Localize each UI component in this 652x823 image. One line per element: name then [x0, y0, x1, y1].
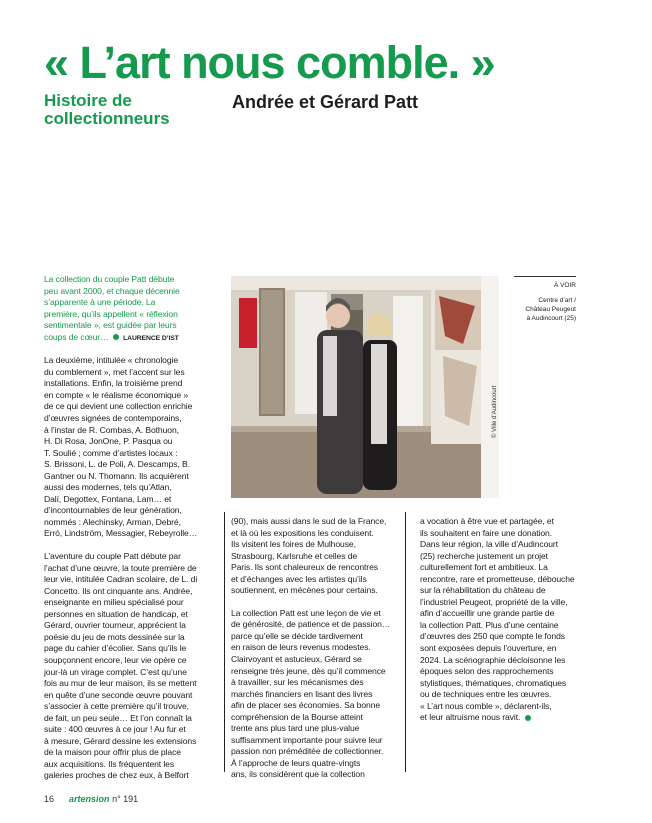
body-paragraph: [231, 516, 399, 597]
text-line: jour-là un virage complet. C’est qu’une: [44, 666, 187, 677]
collectors-photo: [231, 276, 499, 498]
text-line: leur vie, intitulée Cadran scolaire, de L. di: [44, 574, 198, 585]
text-line: Erró, Lindström, Messagier, Rebeyrolle…: [44, 528, 198, 539]
sidebar-venue-line: Centre d’art /: [538, 297, 576, 304]
text-line: [420, 712, 610, 724]
text-line: s’apparente à une période. La: [44, 297, 156, 308]
text-line: a vocation à être vue et partagée, et: [420, 516, 554, 526]
text-line: La deuxième, intitulée « chronologie: [44, 355, 178, 366]
text-line: première, qu’ils appellent « réflexion: [44, 308, 178, 319]
text-line: aux acquisitions. Ils fréquentent les: [44, 758, 175, 769]
text-line: La collection du couple Patt débute: [44, 274, 175, 284]
text-line: suite : 400 œuvres à ce jour ! Au fur et: [44, 724, 186, 735]
body-paragraph: [420, 516, 610, 724]
text-line: (25) recherche justement un projet: [420, 550, 548, 561]
lead-last-line: coups de cœur…: [44, 331, 109, 342]
text-line: [44, 332, 222, 345]
text-line: marchés financiers en lisant des livres: [231, 688, 373, 699]
magazine-name: artension: [69, 794, 110, 804]
final-line: et leur altruisme nous ravit.: [420, 712, 521, 723]
text-line: Ils visitent les foires de Mulhouse,: [231, 539, 356, 550]
text-line: époques selon des rapprochements: [420, 666, 554, 677]
text-line: passion non préméditée de collectionner.: [231, 746, 384, 757]
text-line: à mesure, Gérard dessine les extensions: [44, 735, 197, 746]
text-line: trente ans plus tard une plus-value: [231, 723, 360, 734]
text-line: soupçonnent encore, leur vie opère ce: [44, 654, 187, 665]
article-subtitle: Andrée et Gérard Patt: [232, 92, 419, 112]
sidebar-venue-line: Château Peugeot: [525, 306, 576, 313]
text-line: La collection Patt est une leçon de vie et: [231, 607, 381, 618]
text-line: H. Di Rosa, JonOne, P. Pasqua ou: [44, 436, 173, 447]
text-line: Clairvoyant et astucieux, Gérard se: [231, 654, 362, 665]
text-line: nommés : Alechinsky, Arman, Debré,: [44, 516, 181, 527]
text-line: aussi des modernes, tels qu’Atlan,: [44, 482, 172, 493]
text-line: Concetto. Ils ont cinquante ans. Andrée,: [44, 585, 193, 596]
lead-paragraph: [44, 274, 222, 344]
text-column-1: [44, 274, 222, 793]
sidebar-venue-line: à Audincourt (25): [526, 315, 576, 322]
text-line: à l’instar de R. Combas, A. Bothuon,: [44, 424, 179, 435]
page-number: 16: [44, 794, 55, 804]
text-line: Gantner ou N. Thomann. Ils acquièrent: [44, 470, 189, 481]
text-line: afin d’accueillir une grande partie de: [420, 608, 555, 619]
text-line: de la maison pour offrir plus de place: [44, 747, 181, 758]
sidebar-label: À VOIR: [553, 282, 576, 289]
text-line: sur la réhabilitation du château de: [420, 585, 546, 596]
text-line: ans, ils considèrent que la collection: [231, 769, 365, 780]
article-title: « L’art nous comble. »: [44, 37, 495, 88]
kicker-line: collectionneurs: [44, 109, 170, 128]
kicker-line: Histoire de: [44, 91, 132, 110]
text-line: l’industriel Peugeot, propriété de la ville,: [420, 596, 568, 607]
text-line: de générosité, de patience et de passion…: [231, 619, 391, 630]
text-line: afin de placer ses économies. Sa bonne: [231, 700, 381, 711]
author-name: LAURENCE D’IST: [123, 334, 179, 342]
body-paragraph: [44, 355, 222, 540]
page-footer: [44, 794, 138, 804]
text-line: compréhension de la Bourse atteint: [231, 711, 363, 722]
section-kicker: [44, 92, 224, 128]
text-line: sont exposées depuis l’ouverture, en: [420, 643, 557, 654]
text-line: en quête d’une seconde œuvre pouvant: [44, 689, 193, 700]
text-line: personnes en situation de handicap, et: [44, 608, 188, 619]
text-line: en raison de leurs revenus modestes.: [231, 642, 371, 653]
text-line: stylistiques, thématiques, chromatiques: [420, 677, 567, 688]
text-line: page du cahier d’écolier. Sans qu’ils le: [44, 643, 187, 654]
body-paragraph: [44, 551, 222, 782]
body-paragraph: [231, 608, 399, 781]
text-line: de ce qui devient une collection enrichie: [44, 401, 193, 412]
text-line: Gérard, ouvrier tourneur, apprécient la: [44, 620, 186, 631]
text-line: à travailler, sur les mécanismes des: [231, 677, 364, 688]
text-line: (90), mais aussi dans le sud de la France,: [231, 516, 387, 526]
text-line: d’œuvres des 250 que compte le fonds: [420, 631, 565, 642]
text-line: la collection Patt. Plus d’une centaine: [420, 619, 559, 630]
text-line: d’œuvres signées de contemporains,: [44, 413, 182, 424]
text-line: de fait, un peu seule… Et l’on connaît la: [44, 712, 192, 723]
text-line: Dalí, Degottex, Fontana, Lam… et: [44, 493, 172, 504]
column-divider: [405, 512, 406, 772]
text-line: galeries proches de chez eux, à Belfort: [44, 770, 189, 781]
text-line: du comblement », met l’accent sur les: [44, 366, 185, 377]
text-line: « L’art nous comble », déclarent-ils,: [420, 700, 552, 711]
text-line: et là où les expositions les conduisent.: [231, 527, 374, 538]
text-line: parce qu’elle se décide tardivement: [231, 630, 363, 641]
text-line: T. Soulié ; comme d’artistes locaux :: [44, 447, 178, 458]
text-line: installations. Enfin, la troisième prend: [44, 378, 183, 389]
text-line: suffisamment importante pour suivre leur: [231, 734, 383, 745]
text-line: poésie du jeu de mots dessinée sur la: [44, 631, 185, 642]
text-line: renseigne très jeune, dès qu’il commence: [231, 665, 386, 676]
text-line: 2024. La scénographie décloisonne les: [420, 654, 566, 665]
text-line: d’incontournables de leur génération,: [44, 505, 182, 516]
sidebar-box: [514, 276, 576, 323]
text-line: et d’échanges avec les artistes qu’ils: [231, 573, 367, 584]
text-line: Strasbourg, Karlsruhe et celles de: [231, 550, 358, 561]
issue-number: n° 191: [112, 794, 139, 804]
text-line: enseignante en milieu spécialisé pour: [44, 597, 184, 608]
text-line: sentimentale », est guidée par leurs: [44, 320, 177, 331]
text-line: L’aventure du couple Patt débute par: [44, 551, 181, 562]
text-line: Dans leur région, la ville d’Audincourt: [420, 539, 558, 550]
end-mark-icon: [525, 715, 531, 721]
column-divider: [224, 512, 225, 772]
photo-credit: © Ville d’Audincourt: [492, 385, 498, 438]
text-line: fois au mur de leur maison, ils se mettent: [44, 678, 197, 689]
text-line: rencontre, rare et prometteuse, débouche: [420, 573, 575, 584]
text-line: s’associer à cette première qu’il trouve,: [44, 701, 189, 712]
text-column-2: [231, 516, 399, 792]
text-line: peu avant 2000, et chaque décennie: [44, 285, 180, 296]
text-line: soutiennent, en mécènes pour certains.: [231, 585, 378, 596]
text-line: ou de techniques entre les œuvres.: [420, 689, 552, 700]
bullet-dot-icon: [113, 334, 119, 340]
text-line: S. Brissoni, L. de Poli, A. Descamps, B.: [44, 459, 190, 470]
text-column-3: [420, 516, 610, 735]
text-line: l’achat d’une œuvre, la toute première de: [44, 562, 197, 573]
text-line: en compte « le réalisme économique »: [44, 389, 189, 400]
text-line: culturellement fort et ambitieux. La: [420, 562, 548, 573]
text-line: Paris. Ils sont chaleureux de rencontres: [231, 562, 378, 573]
text-line: ils souhaitent en faire une donation.: [420, 527, 552, 538]
text-line: À l’approche de leurs quatre-vingts: [231, 757, 361, 768]
